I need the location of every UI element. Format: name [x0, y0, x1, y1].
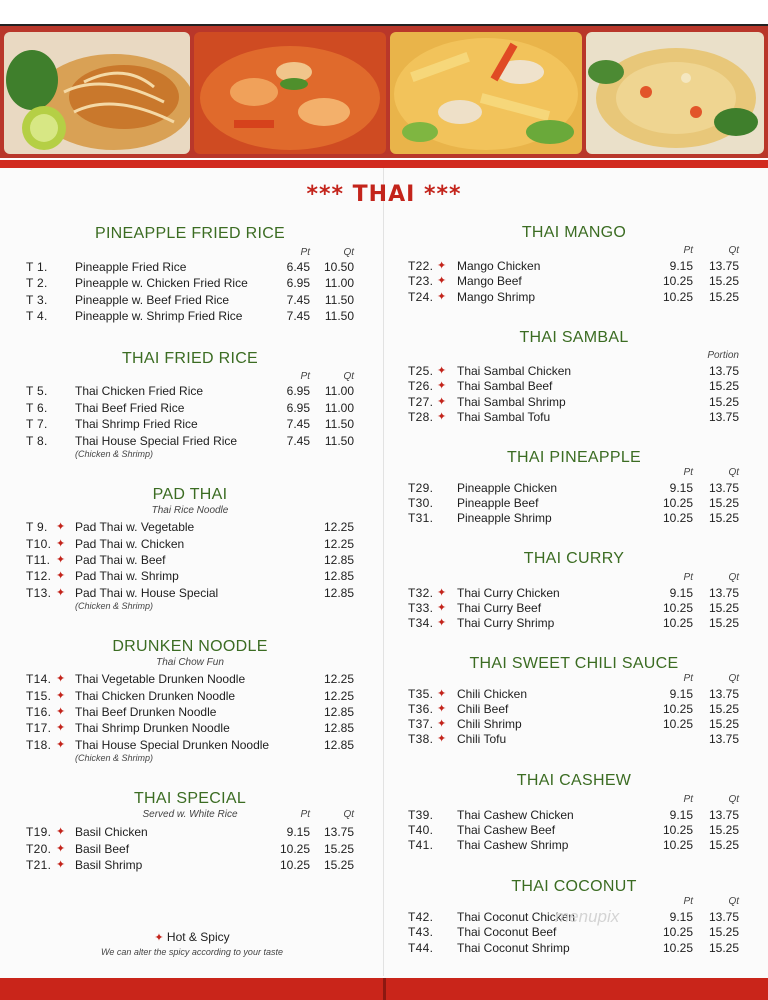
chili-pepper-icon: ✦	[437, 587, 447, 599]
item-price-pt: 10.25	[662, 274, 693, 288]
item-price-qt: 15.25	[708, 511, 739, 525]
item-price-qt: 12.85	[323, 738, 354, 752]
section-title: THAI SWEET CHILI SAUCE	[469, 655, 679, 672]
column-header-qt: Qt	[343, 247, 354, 258]
item-code: T 8.	[26, 434, 48, 448]
item-name: Pineapple Beef	[457, 496, 539, 510]
section-title: THAI CURRY	[523, 550, 625, 567]
chili-pepper-icon: ✦	[437, 291, 447, 303]
section-title: THAI SAMBAL	[519, 329, 629, 346]
item-name: Pineapple w. Shrimp Fried Rice	[75, 309, 243, 323]
column-header-qt: Qt	[343, 809, 354, 820]
item-code: T38.	[408, 732, 434, 746]
chili-pepper-icon: ✦	[437, 733, 447, 745]
chili-pepper-icon: ✦	[437, 688, 447, 700]
item-name: Chili Chicken	[457, 687, 528, 701]
item-code: T 5.	[26, 384, 48, 398]
item-code: T26.	[408, 379, 434, 393]
item-name: Thai House Special Fried Rice	[75, 434, 238, 448]
chili-pepper-icon: ✦	[56, 673, 66, 685]
column-header-qt: Qt	[728, 467, 739, 478]
fried-rice-photo	[586, 32, 764, 154]
column-header-portion: Portion	[707, 350, 739, 361]
item-code: T39.	[408, 808, 434, 822]
item-code: T28.	[408, 410, 434, 424]
legend-note: We can alter the spicy according to your taste	[101, 947, 283, 957]
item-name: Pad Thai w. Beef	[75, 553, 166, 567]
item-name: Pineapple Shrimp	[457, 511, 552, 525]
item-price-qt: 12.85	[323, 569, 354, 583]
item-price-qt: 15.25	[708, 395, 739, 409]
item-code: T37.	[408, 717, 434, 731]
item-price-pt: 10.25	[279, 858, 310, 872]
item-name: Pineapple w. Beef Fried Rice	[75, 293, 230, 307]
menu-item[interactable]	[0, 823, 768, 838]
section-title: DRUNKEN NOODLE	[112, 638, 268, 655]
item-name: Thai Shrimp Fried Rice	[75, 417, 198, 431]
item-price-qt: 13.75	[708, 586, 739, 600]
menu-item[interactable]	[0, 410, 768, 425]
item-code: T 6.	[26, 401, 48, 415]
item-code: T 2.	[26, 276, 48, 290]
item-code: T40.	[408, 823, 434, 837]
item-price-qt: 13.75	[708, 910, 739, 924]
item-price-pt: 10.25	[662, 702, 693, 716]
column-header-pt: Pt	[683, 572, 693, 583]
item-price-qt: 15.25	[708, 379, 739, 393]
item-price-qt: 11.50	[324, 417, 354, 431]
item-price-pt: 10.25	[662, 290, 693, 304]
item-code: T15.	[26, 689, 52, 703]
item-name: Mango Beef	[457, 274, 522, 288]
item-name: Pineapple Fried Rice	[75, 260, 187, 274]
chili-pepper-icon: ✦	[56, 843, 66, 855]
item-name: Pineapple w. Chicken Fried Rice	[75, 276, 248, 290]
top-bar	[0, 0, 768, 26]
column-header-qt: Qt	[728, 794, 739, 805]
item-name: Thai Cashew Chicken	[457, 808, 574, 822]
item-code: T33.	[408, 601, 434, 615]
item-code: T22.	[408, 259, 434, 273]
item-price-pt: 9.15	[669, 687, 693, 701]
menu-item[interactable]	[0, 808, 768, 823]
column-header-pt: Pt	[300, 809, 310, 820]
watermark: menupix	[555, 907, 620, 926]
menu-item[interactable]	[0, 910, 768, 925]
item-price-qt: 12.25	[323, 672, 354, 686]
item-name: Thai Coconut Beef	[457, 925, 557, 939]
item-name: Chili Tofu	[457, 732, 507, 746]
item-note: (Chicken & Shrimp)	[75, 601, 154, 611]
chili-pepper-icon: ✦	[437, 411, 447, 423]
menu-item[interactable]	[0, 364, 768, 379]
column-header-pt: Pt	[683, 673, 693, 684]
item-note: (Chicken & Shrimp)	[75, 753, 154, 763]
item-code: T 7.	[26, 417, 48, 431]
chili-pepper-icon: ✦	[56, 690, 66, 702]
chili-pepper-icon: ✦	[437, 396, 447, 408]
menu-item[interactable]	[0, 274, 768, 289]
item-price-qt: 15.25	[708, 601, 739, 615]
item-code: T14.	[26, 672, 52, 686]
chili-pepper-icon: ✦	[56, 554, 66, 566]
item-name: Mango Chicken	[457, 259, 541, 273]
menu-item[interactable]	[0, 858, 768, 873]
item-price-qt: 12.25	[323, 689, 354, 703]
menu-item[interactable]	[0, 838, 768, 853]
chili-pepper-icon: ✦	[437, 260, 447, 272]
item-price-pt: 10.25	[662, 616, 693, 630]
item-code: T32.	[408, 586, 434, 600]
item-code: T31.	[408, 511, 434, 525]
item-price-pt: 6.95	[286, 401, 310, 415]
column-header-pt: Pt	[683, 896, 693, 907]
item-name: Basil Beef	[75, 842, 130, 856]
menu-item[interactable]	[0, 395, 768, 410]
item-price-qt: 15.25	[708, 717, 739, 731]
item-price-pt: 10.25	[662, 496, 693, 510]
item-code: T 4.	[26, 309, 48, 323]
item-name: Thai Shrimp Drunken Noodle	[75, 721, 230, 735]
item-note: (Chicken & Shrimp)	[75, 449, 154, 459]
column-header-pt: Pt	[300, 247, 310, 258]
item-price-qt: 11.50	[324, 309, 354, 323]
item-price-qt: 15.25	[708, 941, 739, 955]
item-name: Thai Cashew Shrimp	[457, 838, 569, 852]
item-price-qt: 15.25	[708, 274, 739, 288]
item-price-pt: 10.25	[662, 717, 693, 731]
item-price-pt: 7.45	[286, 293, 310, 307]
item-name: Basil Shrimp	[75, 858, 143, 872]
item-name: Thai Sambal Chicken	[457, 364, 572, 378]
item-code: T12.	[26, 569, 52, 583]
item-price-pt: 10.25	[662, 823, 693, 837]
item-price-pt: 10.25	[662, 941, 693, 955]
chili-pepper-icon: ✦	[437, 365, 447, 377]
item-name: Mango Shrimp	[457, 290, 536, 304]
item-name: Pad Thai w. Vegetable	[75, 520, 195, 534]
column-header-qt: Qt	[728, 896, 739, 907]
section-title: THAI SPECIAL	[133, 790, 247, 807]
column-header-qt: Qt	[728, 673, 739, 684]
item-code: T18.	[26, 738, 52, 752]
item-price-qt: 13.75	[708, 732, 739, 746]
chili-pepper-icon: ✦	[56, 570, 66, 582]
item-name: Thai Chicken Fried Rice	[75, 384, 204, 398]
chili-pepper-icon: ✦	[56, 859, 66, 871]
item-name: Chili Shrimp	[457, 717, 522, 731]
column-header-pt: Pt	[683, 467, 693, 478]
item-name: Chili Beef	[457, 702, 509, 716]
item-price-qt: 15.25	[708, 496, 739, 510]
item-price-qt: 15.25	[708, 838, 739, 852]
item-price-pt: 9.15	[669, 259, 693, 273]
item-price-qt: 13.75	[708, 364, 739, 378]
item-code: T 3.	[26, 293, 48, 307]
item-price-qt: 11.00	[324, 384, 354, 398]
item-price-qt: 13.75	[708, 259, 739, 273]
item-name: Thai Curry Beef	[457, 601, 542, 615]
chili-pepper-icon: ✦	[56, 739, 66, 751]
chili-pepper-icon: ✦	[56, 521, 66, 533]
column-header-pt: Pt	[300, 371, 310, 382]
item-price-pt: 6.95	[286, 384, 310, 398]
item-name: Thai Curry Chicken	[457, 586, 560, 600]
item-price-qt: 15.25	[708, 702, 739, 716]
item-code: T10.	[26, 537, 52, 551]
item-name: Pineapple Chicken	[457, 481, 558, 495]
menu-item[interactable]	[0, 702, 768, 717]
item-name: Thai Chicken Drunken Noodle	[75, 689, 236, 703]
item-name: Thai House Special Drunken Noodle	[75, 738, 270, 752]
item-name: Thai Sambal Shrimp	[457, 395, 566, 409]
item-price-pt: 9.15	[669, 910, 693, 924]
item-price-qt: 12.85	[323, 705, 354, 719]
item-price-qt: 11.50	[324, 293, 354, 307]
item-price-qt: 12.85	[323, 721, 354, 735]
section-title: THAI COCONUT	[511, 878, 637, 895]
item-code: T 1.	[26, 260, 48, 274]
menu-item[interactable]	[0, 717, 768, 732]
item-price-qt: 15.25	[708, 290, 739, 304]
item-price-qt: 13.75	[708, 481, 739, 495]
item-name: Pad Thai w. Shrimp	[75, 569, 179, 583]
section-subtitle: Thai Chow Fun	[156, 657, 224, 668]
item-price-pt: 10.25	[662, 601, 693, 615]
column-header-pt: Pt	[683, 245, 693, 256]
item-price-pt: 9.15	[286, 825, 310, 839]
chili-pepper-icon: ✦	[437, 718, 447, 730]
item-price-qt: 12.25	[323, 520, 354, 534]
column-header-qt: Qt	[728, 572, 739, 583]
page-title: *** THAI ***	[306, 182, 462, 207]
column-header-pt: Pt	[683, 794, 693, 805]
item-code: T35.	[408, 687, 434, 701]
menu-item[interactable]	[0, 601, 768, 616]
chili-pepper-icon: ✦	[56, 538, 66, 550]
item-code: T23.	[408, 274, 434, 288]
chili-pepper-icon: ✦	[56, 706, 66, 718]
item-price-qt: 13.75	[708, 808, 739, 822]
item-code: T44.	[408, 941, 434, 955]
item-price-pt: 6.45	[286, 260, 310, 274]
item-price-pt: 9.15	[669, 481, 693, 495]
chili-pepper-icon: ✦	[437, 617, 447, 629]
column-header-qt: Qt	[343, 371, 354, 382]
menu-item[interactable]	[0, 481, 768, 496]
item-price-qt: 13.75	[708, 687, 739, 701]
section-title: PINEAPPLE FRIED RICE	[94, 225, 286, 242]
stir-fry-photo	[390, 32, 582, 154]
item-name: Basil Chicken	[75, 825, 148, 839]
item-price-pt: 10.25	[279, 842, 310, 856]
item-code: T27.	[408, 395, 434, 409]
item-price-pt: 7.45	[286, 417, 310, 431]
section-title: THAI CASHEW	[516, 772, 632, 789]
item-price-qt: 13.75	[708, 410, 739, 424]
item-price-pt: 10.25	[662, 838, 693, 852]
column-header-qt: Qt	[728, 245, 739, 256]
item-code: T17.	[26, 721, 52, 735]
item-price-qt: 15.25	[323, 842, 354, 856]
chili-pepper-icon: ✦	[437, 275, 447, 287]
section-title: THAI PINEAPPLE	[506, 449, 642, 466]
item-price-qt: 15.25	[708, 823, 739, 837]
legend	[0, 930, 384, 944]
menu-item[interactable]	[0, 290, 768, 305]
item-name: Pad Thai w. House Special	[75, 586, 219, 600]
item-price-pt: 7.45	[286, 309, 310, 323]
chili-pepper-icon: ✦	[437, 602, 447, 614]
item-code: T11.	[26, 553, 51, 567]
item-name: Thai Beef Fried Rice	[75, 401, 185, 415]
item-price-pt: 9.15	[669, 808, 693, 822]
menu-item[interactable]	[0, 511, 768, 526]
item-price-qt: 12.25	[323, 537, 354, 551]
item-price-pt: 6.95	[286, 276, 310, 290]
item-price-qt: 11.00	[324, 401, 354, 415]
item-code: T 9.	[26, 520, 48, 534]
legend-label: Hot & Spicy	[166, 930, 230, 944]
item-code: T42.	[408, 910, 434, 924]
chili-pepper-icon: ✦	[437, 703, 447, 715]
item-name: Thai Coconut Shrimp	[457, 941, 570, 955]
menu-item[interactable]	[0, 434, 768, 449]
food-photo-banner	[0, 26, 768, 158]
pad-thai-photo	[4, 32, 190, 154]
item-price-qt: 15.25	[708, 616, 739, 630]
item-price-qt: 15.25	[708, 925, 739, 939]
chili-pepper-icon: ✦	[437, 380, 447, 392]
menu-item[interactable]	[0, 672, 768, 687]
item-code: T36.	[408, 702, 434, 716]
item-price-qt: 11.50	[324, 434, 354, 448]
item-code: T29.	[408, 481, 434, 495]
section-title: THAI FRIED RICE	[121, 350, 259, 367]
chili-pepper-icon: ✦	[56, 826, 66, 838]
menu-item[interactable]	[0, 379, 768, 394]
item-code: T20.	[26, 842, 52, 856]
menu-item[interactable]	[0, 259, 768, 274]
bottom-bar	[0, 978, 768, 1000]
item-code: T34.	[408, 616, 434, 630]
item-price-qt: 12.85	[323, 553, 354, 567]
item-price-pt: 10.25	[662, 511, 693, 525]
item-code: T24.	[408, 290, 434, 304]
section-title: PAD THAI	[152, 486, 228, 503]
item-price-pt: 9.15	[669, 586, 693, 600]
chili-pepper-icon: ✦	[56, 722, 66, 734]
item-name: Thai Sambal Beef	[457, 379, 553, 393]
section-title: THAI MANGO	[521, 224, 627, 241]
item-name: Thai Vegetable Drunken Noodle	[75, 672, 246, 686]
item-code: T19.	[26, 825, 52, 839]
item-code: T30.	[408, 496, 434, 510]
item-price-pt: 7.45	[286, 434, 310, 448]
curry-photo	[194, 32, 386, 154]
item-code: T13.	[26, 586, 52, 600]
item-name: Thai Curry Shrimp	[457, 616, 555, 630]
menu-item[interactable]	[0, 616, 768, 631]
item-code: T25.	[408, 364, 434, 378]
item-price-qt: 13.75	[323, 825, 354, 839]
menu-item[interactable]	[0, 496, 768, 511]
item-code: T16.	[26, 705, 52, 719]
item-price-qt: 11.00	[324, 276, 354, 290]
section-subtitle: Thai Rice Noodle	[151, 505, 229, 516]
item-code: T41.	[408, 838, 434, 852]
chili-pepper-icon: ✦	[56, 587, 66, 599]
chili-pepper-icon: ✦	[154, 932, 164, 944]
item-code: T21.	[26, 858, 52, 872]
item-name: Thai Cashew Beef	[457, 823, 556, 837]
menu-item[interactable]	[0, 586, 768, 601]
item-name: Thai Coconut Chicken	[457, 910, 576, 924]
item-name: Thai Sambal Tofu	[457, 410, 551, 424]
menu-item[interactable]	[0, 687, 768, 702]
section-subtitle: Served w. White Rice	[142, 809, 238, 820]
item-code: T43.	[408, 925, 434, 939]
item-price-qt: 12.85	[323, 586, 354, 600]
item-price-qt: 10.50	[323, 260, 354, 274]
menu-item[interactable]	[0, 309, 768, 324]
item-name: Pad Thai w. Chicken	[75, 537, 185, 551]
item-price-qt: 15.25	[323, 858, 354, 872]
menu-item[interactable]	[0, 569, 768, 584]
item-price-pt: 10.25	[662, 925, 693, 939]
item-name: Thai Beef Drunken Noodle	[75, 705, 217, 719]
menu-item[interactable]	[0, 732, 768, 747]
